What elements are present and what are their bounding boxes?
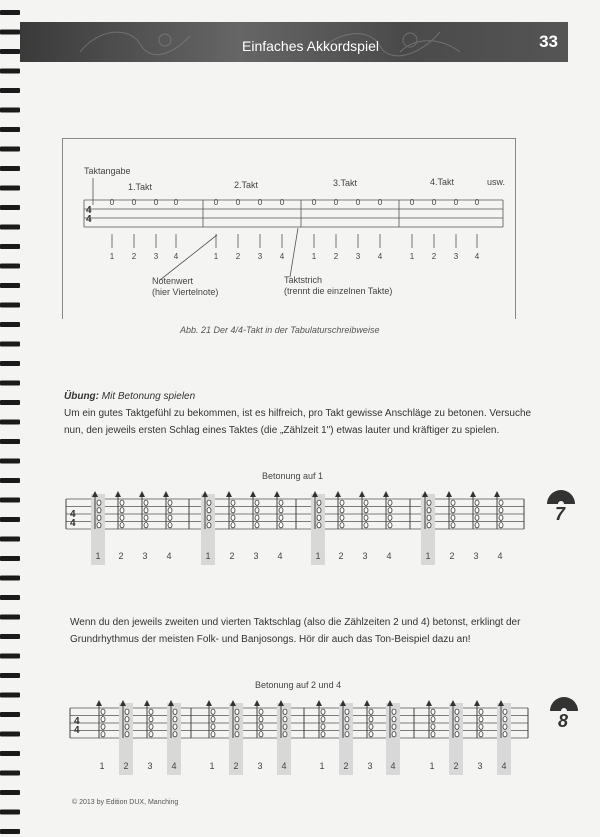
page-number: 33	[539, 32, 558, 51]
tab-note: 0	[257, 198, 263, 207]
tab-note	[455, 724, 459, 729]
count-label: 2	[449, 551, 455, 561]
tab-note: 0	[153, 198, 159, 207]
count-label: 3	[147, 761, 153, 771]
tab-note	[392, 709, 396, 714]
count-label: 1	[209, 761, 215, 771]
count-label: 2	[343, 761, 349, 771]
tab-note: 0	[409, 198, 415, 207]
tab-note	[149, 724, 153, 729]
arrow-head	[316, 700, 322, 706]
arrow-head	[144, 700, 150, 706]
count-label: 1	[311, 252, 317, 261]
figure2-title: Betonung auf 1	[262, 471, 324, 481]
count-label: 1	[425, 551, 431, 561]
tab-note	[283, 709, 287, 714]
tab-note	[101, 717, 105, 722]
count-label: 1	[99, 761, 105, 771]
f3-time-sig-top: 4	[74, 716, 80, 727]
count-label: 2	[333, 252, 339, 261]
exercise-line1: Um ein gutes Taktgefühl zu bekommen, ist es hilfreich, pro Takt gewisse Anschläge zu betonen. Versuche	[64, 408, 532, 419]
count-label: 2	[235, 252, 241, 261]
tab-note	[125, 717, 129, 722]
count-label: 2	[233, 761, 239, 771]
chapter-title: Einfaches Akkordspiel	[242, 38, 379, 54]
tab-note	[149, 717, 153, 722]
count-label: 3	[257, 252, 263, 261]
label-usw: usw.	[487, 177, 506, 187]
count-label: 1	[109, 252, 115, 261]
tab-note	[392, 732, 396, 737]
exercise-line2: nun, den jeweils ersten Schlag eines Taktes (die „Zählzeit 1") etwas lauter und kräftiger zu spielen.	[64, 425, 500, 436]
label-takt4: 4.Takt	[430, 177, 455, 187]
count-label: 1	[95, 551, 101, 561]
tab-note	[101, 732, 105, 737]
count-label: 1	[429, 761, 435, 771]
count-label: 3	[253, 551, 259, 561]
arrow-head	[206, 700, 212, 706]
label-taktangabe: Taktangabe	[84, 166, 131, 176]
tab-note	[283, 732, 287, 737]
tab-note: 0	[213, 198, 219, 207]
tab-note	[259, 717, 263, 722]
count-label: 4	[501, 761, 507, 771]
count-label: 2	[118, 551, 124, 561]
count-label: 1	[319, 761, 325, 771]
count-label: 3	[142, 551, 148, 561]
tab-note: 0	[453, 198, 459, 207]
tab-note	[479, 709, 483, 714]
count-label: 3	[257, 761, 263, 771]
tab-note	[235, 717, 239, 722]
tab-note	[149, 732, 153, 737]
f3-time-sig-bottom: 4	[74, 725, 80, 736]
tab-note	[455, 709, 459, 714]
count-label: 3	[355, 252, 361, 261]
tab-note	[283, 724, 287, 729]
exercise-title: Mit Betonung spielen	[101, 391, 196, 402]
count-label: 3	[477, 761, 483, 771]
count-label: 2	[123, 761, 129, 771]
tab-note	[211, 717, 215, 722]
tab-note	[431, 717, 435, 722]
paragraph2-line2: Grundrhythmus der meisten Folk- und Banjosongs. Hör dir auch das Ton-Beispiel dazu an!	[70, 634, 471, 645]
tab-note	[125, 709, 129, 714]
count-label: 1	[205, 551, 211, 561]
tab-note	[369, 709, 373, 714]
count-label: 4	[166, 551, 172, 561]
arrow-head	[96, 700, 102, 706]
label-takt1: 1.Takt	[128, 182, 153, 192]
count-label: 3	[153, 252, 159, 261]
tab-note	[345, 717, 349, 722]
tab-note	[283, 717, 287, 722]
count-label: 3	[473, 551, 479, 561]
count-label: 4	[277, 551, 283, 561]
arrow-head	[426, 700, 432, 706]
tab-note	[321, 709, 325, 714]
figure-caption: Abb. 21 Der 4/4-Takt in der Tabulaturschreibweise	[180, 325, 380, 335]
tab-note	[431, 732, 435, 737]
count-label: 4	[281, 761, 287, 771]
count-label: 4	[279, 252, 285, 261]
tab-note	[173, 717, 177, 722]
track-number: 8	[558, 711, 569, 731]
tab-note	[345, 709, 349, 714]
tab-note	[149, 709, 153, 714]
tab-note	[431, 724, 435, 729]
tab-note	[321, 717, 325, 722]
tab-note: 0	[235, 198, 241, 207]
tab-note: 0	[109, 198, 115, 207]
count-label: 4	[173, 252, 179, 261]
track-number: 7	[555, 504, 566, 524]
tab-note	[345, 732, 349, 737]
tab-note: 0	[311, 198, 317, 207]
arrow-head	[364, 700, 370, 706]
figure3-time-signature	[74, 717, 80, 735]
tab-note	[369, 717, 373, 722]
tab-note	[321, 724, 325, 729]
figure3-title: Betonung auf 2 und 4	[255, 680, 342, 690]
arrow-head	[474, 700, 480, 706]
tab-note	[479, 732, 483, 737]
tab-note	[101, 724, 105, 729]
tab-note: 0	[355, 198, 361, 207]
tab-note	[392, 717, 396, 722]
tab-note	[259, 732, 263, 737]
count-label: 2	[229, 551, 235, 561]
time-sig-bottom: 4	[86, 214, 92, 225]
tab-note	[125, 724, 129, 729]
count-label: 4	[474, 252, 480, 261]
count-label: 4	[390, 761, 396, 771]
count-label: 3	[362, 551, 368, 561]
tab-note	[211, 724, 215, 729]
paragraph2-line1: Wenn du den jeweils zweiten und vierten Taktschlag (also die Zählzeiten 2 und 4) betonst, erklingt der	[70, 617, 521, 628]
tab-note	[503, 717, 507, 722]
tab-note	[101, 709, 105, 714]
count-label: 3	[453, 252, 459, 261]
tab-note	[345, 724, 349, 729]
tab-note	[235, 709, 239, 714]
count-label: 2	[431, 252, 437, 261]
exercise-label: Übung:	[64, 391, 99, 402]
f2-time-sig-top: 4	[70, 509, 76, 520]
tab-note	[392, 724, 396, 729]
taktstrich-line2: (trennt die einzelnen Takte)	[284, 286, 393, 296]
notenwert-line1: Notenwert	[152, 276, 194, 286]
copyright: © 2013 by Edition DUX, Manching	[72, 799, 179, 806]
tab-note	[211, 709, 215, 714]
tab-note	[211, 732, 215, 737]
count-label: 4	[377, 252, 383, 261]
notenwert-line2: (hier Viertelnote)	[152, 287, 219, 297]
count-label: 1	[315, 551, 321, 561]
tab-note	[259, 709, 263, 714]
tab-note	[173, 732, 177, 737]
tab-note: 0	[131, 198, 137, 207]
tab-note: 0	[279, 198, 285, 207]
tab-note: 0	[377, 198, 383, 207]
tab-note	[503, 724, 507, 729]
tab-note	[235, 732, 239, 737]
label-takt2: 2.Takt	[234, 180, 259, 190]
count-label: 1	[213, 252, 219, 261]
count-label: 4	[386, 551, 392, 561]
time-sig-top: 4	[86, 205, 92, 216]
tab-note	[479, 724, 483, 729]
tab-note	[503, 709, 507, 714]
count-label: 2	[131, 252, 137, 261]
count-label: 3	[367, 761, 373, 771]
tab-note: 0	[173, 198, 179, 207]
tab-note	[321, 732, 325, 737]
tab-note: 0	[333, 198, 339, 207]
tab-note	[503, 732, 507, 737]
tab-note	[235, 724, 239, 729]
tab-note	[125, 732, 129, 737]
tab-note: 0	[474, 198, 480, 207]
tab-note	[431, 709, 435, 714]
tab-note	[259, 724, 263, 729]
tab-note	[369, 724, 373, 729]
tab-note: 0	[431, 198, 437, 207]
count-label: 2	[453, 761, 459, 771]
arrow-head	[254, 700, 260, 706]
tab-note	[455, 732, 459, 737]
count-label: 4	[497, 551, 503, 561]
tab-note	[173, 709, 177, 714]
f2-time-sig-bottom: 4	[70, 518, 76, 529]
tab-note	[479, 717, 483, 722]
audio-track-icon-2[interactable]	[548, 697, 580, 737]
tab-note	[455, 717, 459, 722]
tab-note	[173, 724, 177, 729]
taktstrich-line1: Taktstrich	[284, 275, 323, 285]
count-label: 1	[409, 252, 415, 261]
label-takt3: 3.Takt	[333, 178, 358, 188]
tab-note	[369, 732, 373, 737]
count-label: 2	[338, 551, 344, 561]
count-label: 4	[171, 761, 177, 771]
